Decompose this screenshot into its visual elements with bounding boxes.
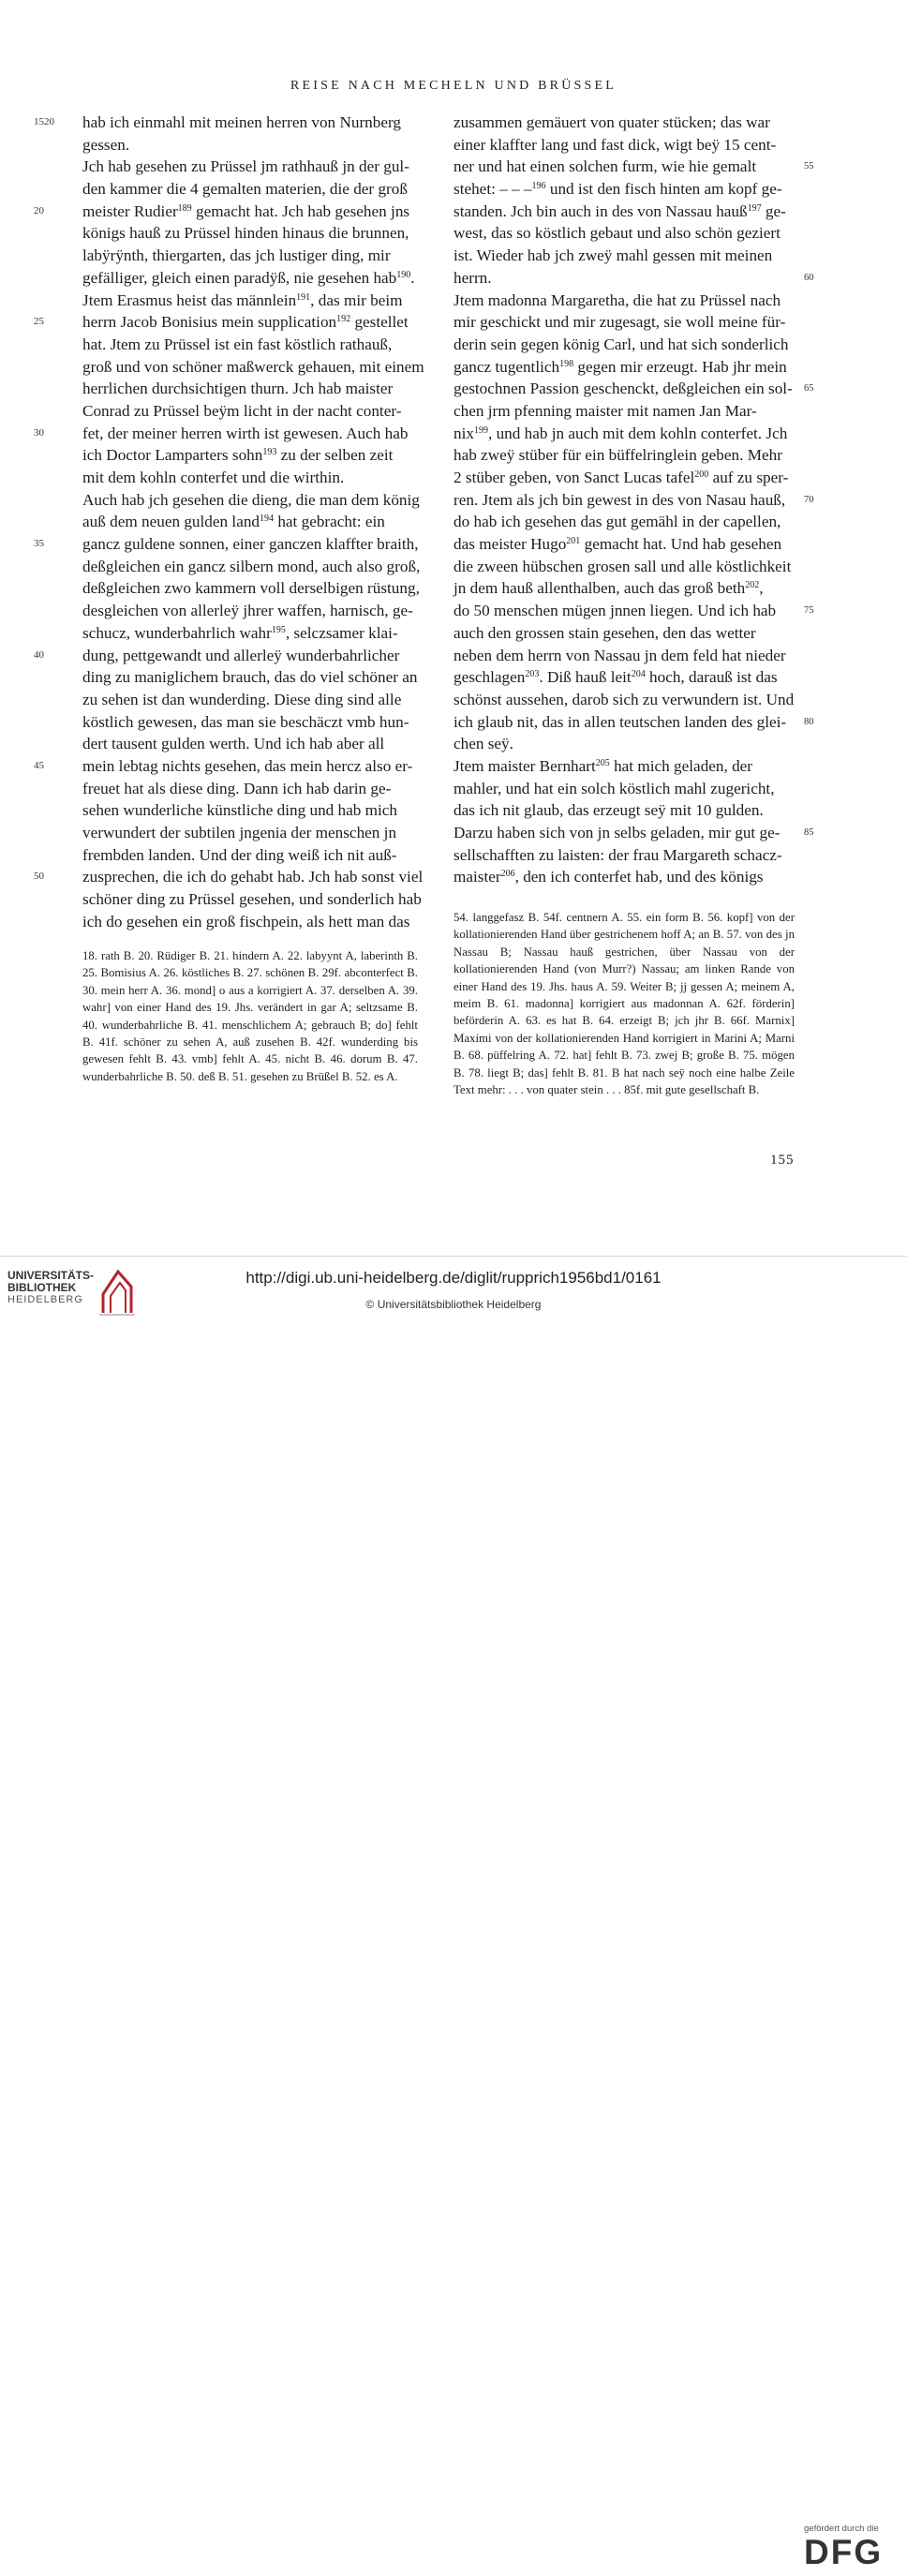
text-line (454, 222, 795, 245)
line-text: chen seÿ. (454, 735, 513, 753)
line-text: Darzu haben sich von jn selbs geladen, mir gut ge- (454, 824, 781, 841)
footnotes-left: 18. rath B. 20. Rüdiger B. 21. hindern A. 22. labyynt A, laberinth B. 25. Bomisius A. 26. köstliches B. 27. schönen B. 29f. abconterfect B. 30. mein herr A. 36. mond] o aus a korrigiert A. 37. derselben A. 39. wahr] von einer Hand des 19. Jhs. verändert in gar A; seltzsame B. 40. wunderbahrliche B. 41. menschlichem A; gebrauch B; do] fehlt B. 41f. schöner zu sehen A, auß zusehen B. 42f. wunderding bis gewesen fehlt B. 43. vmb] fehlt A. 45. nicht B. 46. dorum B. 47. wunderbahrliche B. 50. deß B. 51. gesehen zu Brüßel B. 52. es A. (82, 949, 418, 1083)
text-line (82, 467, 418, 489)
text-line (82, 689, 418, 711)
library-name-line2: BIBLIOTHEK (7, 1281, 77, 1294)
line-text: hab zweÿ stüber für ein büffelringlein geben. Mehr (454, 446, 782, 465)
line-text: deßgleichen ein gancz silbern mond, auch also groß, (82, 557, 421, 575)
line-text: fet, der meiner herren wirth ist gewesen. Auch hab (82, 424, 409, 442)
line-text: den kammer die 4 gemalten materien, die der groß (82, 180, 408, 199)
footnote-reference[interactable]: 192 (336, 314, 351, 325)
line-text: geschlagen (454, 668, 526, 687)
line-text-continued: hat mich geladen, der (609, 756, 753, 775)
text-line (454, 511, 795, 533)
text-line (82, 222, 418, 245)
text-line (82, 356, 424, 379)
right-text-column (454, 112, 814, 888)
line-number: 35 (34, 538, 44, 550)
line-text: köstlich gewesen, das man sie beschäczt vmb hun- (82, 712, 409, 731)
line-text: do 50 menschen mügen jnnen liegen. Und ich hab (454, 602, 777, 620)
library-name-line1: UNIVERSITÄTS- (7, 1269, 95, 1282)
line-text: Conrad zu Prüssel beÿm licht in der nacht conter- (82, 401, 402, 420)
line-text-continued: . Diß hauß leit (539, 668, 632, 687)
text-line (34, 645, 418, 667)
footer-bar (0, 1256, 907, 2571)
text-line (454, 290, 795, 312)
line-text: frembden landen. Und der ding weiß ich nit auß- (82, 845, 397, 864)
line-text: ist. Wieder hab jch zweÿ mahl gessen mit meinen (454, 246, 773, 265)
line-text: Jtem madonna Margaretha, die hat zu Prüssel nach (454, 290, 781, 309)
line-text: nix (454, 424, 474, 442)
line-text: west, das so köstlich gebaut und also schön geziert (454, 224, 781, 243)
text-line (454, 311, 795, 334)
line-text: sellschafften zu laisten: der frau Margareth schacz- (454, 845, 782, 864)
text-line (82, 444, 418, 467)
footnotes-right: 54. langgefasz B. 54f. centnern A. 55. ein form B. 56. kopf] von der kollationierenden Hand über gestrichenem hoff A; an B. 57. von des jn Nassau B; Nassau hauß gestrichen, über Nassau von der kollationierenden Hand (von Murr?) Nassau; am linken Rande von einer Hand des 19. Jhs. haus A. 59. Weiter B; jj gessen A; meinem A, meim B. 61. madonna] korrigiert aus madonnan A. 62f. förderin] beförderin A. 63. es hat B. 64. erzeigt B; jch jhr B. 66f. Marnix] Maximi von der kollationierenden Hand korrigiert in Marini A; Marni B. 68. püffelring A. 72. hat] fehlt B. 73. zwej B; große B. 75. mögen B. 78. liegt B; das] fehlt B. 81. B hat nach seÿ noch eine halbe Zeile Text mehr: . . . von quater stein . . . 85f. mit gute gesellschaft B. (454, 911, 795, 1097)
text-line (82, 400, 418, 423)
text-line (454, 645, 795, 667)
line-text: 2 stüber geben, von Sanct Lucas tafel (454, 469, 695, 486)
line-text: schucz, wunderbahrlich wahr (82, 623, 272, 642)
footnote-reference[interactable]: 193 (262, 447, 277, 458)
text-line (82, 577, 418, 600)
footnote-reference[interactable]: 196 (531, 181, 546, 192)
line-text: ich Doctor Lamparters sohn (82, 446, 263, 465)
text-line (82, 156, 418, 178)
line-text: ner und hat einen solchen furm, wie hie gemalt (454, 157, 757, 176)
line-text: herrn Jacob Bonisius mein supplication (82, 313, 337, 332)
line-text: gancz tugentlich (454, 357, 560, 376)
text-line (82, 556, 421, 578)
line-number: 50 (34, 871, 44, 883)
line-text-continued: gegen mir erzeugt. Hab jhr mein (573, 357, 787, 376)
text-line (454, 577, 795, 600)
text-line (454, 822, 814, 844)
line-text: jn dem hauß allenthalben, auch das groß beth (454, 579, 746, 598)
line-text: gestochnen Passion geschenckt, deßgleichen ein sol- (454, 380, 793, 398)
line-text: do hab ich gesehen das gut gemähl in der capellen, (454, 513, 781, 531)
line-text-continued: gemacht hat. Und hab gesehen (580, 535, 782, 554)
text-line (82, 822, 418, 844)
line-text: dung, pettgewandt und allerleÿ wunderbahrlicher (82, 646, 400, 664)
line-number: 40 (34, 648, 44, 661)
line-text: derin sein gegen könig Carl, und hat sich sonderlich (454, 335, 789, 353)
footnote-reference[interactable]: 190 (396, 269, 411, 280)
text-line (454, 112, 795, 134)
text-line (82, 799, 418, 822)
line-text: königs hauß zu Prüssel hinden hinaus die brunnen, (82, 224, 409, 243)
text-line (454, 866, 795, 888)
line-number: 1520 (34, 116, 54, 127)
line-text-continued: , (759, 579, 764, 598)
line-text: herrlichen durchsichtigen thurn. Jch hab maister (82, 380, 394, 398)
footnote-reference[interactable]: 203 (525, 669, 540, 680)
text-line (454, 799, 795, 822)
dfg-logo[interactable] (804, 2524, 901, 2576)
text-line (82, 511, 418, 533)
footnote-reference[interactable]: 191 (296, 291, 311, 303)
line-text: schönst aussehen, darob sich zu verwundern ist. Und (454, 690, 795, 708)
text-line (454, 733, 795, 755)
text-line (82, 178, 418, 201)
footnote-reference[interactable]: 202 (745, 580, 760, 591)
funding-caption: gefördert durch die (804, 2524, 879, 2534)
line-text: herrn. (454, 268, 492, 287)
footnote-reference[interactable]: 197 (747, 202, 762, 214)
line-number: 70 (804, 494, 814, 505)
line-number: 80 (804, 716, 814, 727)
text-line (82, 378, 418, 400)
text-line (82, 733, 418, 755)
line-text: gessen. (82, 135, 130, 154)
line-text: einer klaffter lang und fast dick, wigt beÿ 15 cent- (454, 135, 777, 154)
text-line (454, 467, 795, 489)
line-text: ich do gesehen ein groß fischpein, als hett man das (82, 912, 410, 931)
text-line (454, 201, 795, 223)
line-text: Jch hab gesehen zu Prüssel jm rathhauß jn der gul- (82, 157, 409, 176)
line-number: 20 (34, 204, 44, 216)
text-line (454, 156, 814, 178)
text-line (454, 556, 795, 578)
line-text: zusprechen, die ich do gehabt hab. Jch hab sonst viel (82, 868, 424, 886)
text-line (82, 888, 422, 911)
line-number: 65 (804, 383, 814, 395)
text-line (34, 755, 418, 778)
footnote-reference[interactable]: 200 (694, 469, 709, 480)
text-line (454, 378, 814, 400)
text-line (454, 600, 814, 622)
line-text: gefälliger, gleich einen paradÿß, nie gesehen hab (82, 268, 397, 287)
line-text: groß und von schöner maßwerck gehauen, mit einem (82, 357, 424, 376)
text-line (34, 201, 418, 223)
line-text: das meister Hugo (454, 535, 567, 554)
line-text: Jtem Erasmus heist das männlein (82, 290, 297, 309)
text-line (454, 622, 795, 645)
library-name-line3: HEIDELBERG (7, 1294, 83, 1305)
line-text-continued: hat gebracht: ein (274, 513, 385, 531)
line-text: auß dem neuen gulden land (82, 513, 260, 531)
footnote-reference[interactable]: 206 (500, 869, 515, 880)
line-text: sehen wunderliche künstliche ding und hab mich (82, 801, 398, 820)
line-number: 45 (34, 759, 44, 771)
line-text: die zween hübschen grosen sall und alle köstlichkeit (454, 557, 792, 575)
text-line (454, 533, 795, 556)
page-number: 155 (770, 1153, 795, 1168)
line-number: 30 (34, 426, 44, 439)
text-line (454, 267, 814, 290)
line-number: 75 (804, 605, 814, 617)
line-text-continued: , den ich conterfet hab, und des königs (514, 868, 764, 886)
line-text: neben dem herrn von Nassau jn dem feld hat nieder (454, 646, 786, 664)
line-text: dert tausent gulden werth. Und ich hab aber all (82, 735, 385, 753)
line-text-continued: zu der selben zeit (276, 446, 394, 465)
line-text: deßgleichen zwo kammern voll derselbigen rüstung, (82, 579, 420, 598)
text-line (82, 290, 418, 312)
permalink-url[interactable]: http://digi.ub.uni-heidelberg.de/diglit/rupprich1956bd1/0161 (245, 1269, 662, 1287)
line-text: gancz guldene sonnen, einer ganczen klaffter braith, (82, 535, 419, 554)
text-line (82, 489, 418, 512)
line-number: 85 (804, 827, 814, 838)
line-text: Auch hab jch gesehen die dieng, die man dem könig (82, 490, 420, 509)
dfg-wordmark: DFG (804, 2533, 884, 2571)
text-line (454, 134, 795, 156)
line-text-continued: gemacht hat. Jch hab gesehen jns (191, 201, 410, 220)
text-line (82, 245, 418, 267)
line-text: meister Rudier (82, 201, 178, 220)
text-line (82, 334, 418, 356)
footnote-reference[interactable]: 204 (631, 669, 646, 680)
document-page (0, 0, 907, 1256)
line-text: desgleichen von allerleÿ jhrer waffen, harnisch, ge- (82, 602, 413, 620)
line-text: auch den grossen stain gesehen, den das wetter (454, 623, 756, 642)
line-number: 60 (804, 272, 814, 283)
line-text-continued: und ist den fisch hinten am kopf ge- (545, 180, 782, 199)
text-line (454, 356, 795, 379)
line-text: stehet: – – – (454, 180, 532, 199)
text-line (82, 666, 418, 689)
line-number: 25 (34, 316, 44, 328)
footnote-reference[interactable]: 199 (473, 424, 488, 436)
line-text: labÿrÿnth, thiergarten, das jch lustiger ding, mir (82, 246, 391, 265)
line-text: ding zu maniglichem brauch, das do viel schöner an (82, 668, 418, 687)
line-text-continued: , und hab jn auch mit dem kohln conterfet. Jch (487, 424, 788, 442)
text-line (454, 400, 795, 423)
text-line (454, 245, 795, 267)
line-text: ich glaub nit, das in allen teutschen landen des glei- (454, 712, 787, 731)
line-text: ren. Jtem als jch bin gewest in des von Nasau hauß, (454, 490, 786, 509)
footnote-reference[interactable]: 198 (559, 358, 574, 369)
line-text: hat. Jtem zu Prüssel ist ein fast köstlich rathauß, (82, 335, 393, 353)
line-text: mein lebtag nichts gesehen, das mein hercz also er- (82, 756, 413, 775)
line-text: maister (454, 868, 501, 886)
text-line (454, 666, 795, 689)
footnote-reference[interactable]: 194 (260, 514, 275, 525)
line-text: hab ich einmahl mit meinen herren von Nurnberg (82, 113, 401, 131)
text-line (82, 778, 418, 800)
line-text-continued: auf zu sper- (708, 469, 789, 486)
text-line (34, 423, 418, 445)
line-text: schöner ding zu Prüssel gesehen, und sonderlich hab (82, 890, 422, 909)
text-line (34, 112, 418, 134)
text-line (34, 311, 418, 334)
line-text: mir geschickt und mir zugesagt, sie woll meine für- (454, 313, 786, 332)
text-line (82, 267, 418, 290)
text-line (454, 334, 795, 356)
copyright-notice: © Universitätsbibliothek Heidelberg (365, 1298, 542, 1311)
text-line (82, 844, 418, 867)
text-line (82, 134, 418, 156)
text-line (454, 689, 795, 711)
footnote-reference[interactable]: 189 (177, 202, 192, 214)
line-text-continued: ge- (761, 201, 786, 220)
line-text: mahler, und hat ein solch köstlich mahl zugericht, (454, 779, 775, 797)
running-head: REISE NACH MECHELN UND BRÜSSEL (290, 79, 617, 93)
text-line (82, 622, 418, 645)
text-line (454, 423, 795, 445)
line-text: mit dem kohln conterfet und die wirthin. (82, 469, 345, 486)
text-line (454, 755, 795, 778)
text-line (454, 844, 795, 867)
text-line (454, 711, 814, 734)
text-line (454, 778, 795, 800)
text-line (454, 489, 814, 512)
footnote-reference[interactable]: 201 (566, 536, 581, 547)
line-text: freuet hat als diese ding. Dann ich hab darin ge- (82, 779, 392, 797)
line-text: Jtem maister Bernhart (454, 756, 596, 775)
line-text: verwundert der subtilen jngenia der menschen jn (82, 824, 397, 841)
footnote-reference[interactable]: 205 (595, 757, 610, 768)
line-text: chen jrm pfenning maister mit namen Jan Mar- (454, 401, 757, 420)
line-text: zusammen gemäuert von quater stücken; das war (454, 113, 770, 131)
line-text-continued: gestellet (350, 313, 409, 332)
text-line (82, 711, 418, 734)
footnote-reference[interactable]: 195 (271, 624, 286, 635)
line-text-continued: , das mir beim (310, 290, 403, 309)
text-line (454, 178, 795, 201)
line-text: das ich nit glaub, das erzeugt seÿ mit 10 gulden. (454, 801, 764, 820)
line-text-continued: hoch, darauß ist das (645, 668, 778, 687)
line-text: standen. Jch bin auch in des von Nassau hauß (454, 201, 748, 220)
left-text-column (34, 112, 424, 932)
text-line (34, 866, 424, 888)
line-number: 55 (804, 161, 814, 172)
text-line (34, 533, 419, 556)
line-text: zu sehen ist dan wunderding. Diese ding sind alle (82, 690, 402, 708)
text-line (82, 600, 418, 622)
line-text-continued: , selczsamer klai- (285, 623, 398, 642)
line-text-continued: . (410, 268, 415, 287)
text-line (82, 911, 418, 933)
text-line (454, 444, 795, 467)
